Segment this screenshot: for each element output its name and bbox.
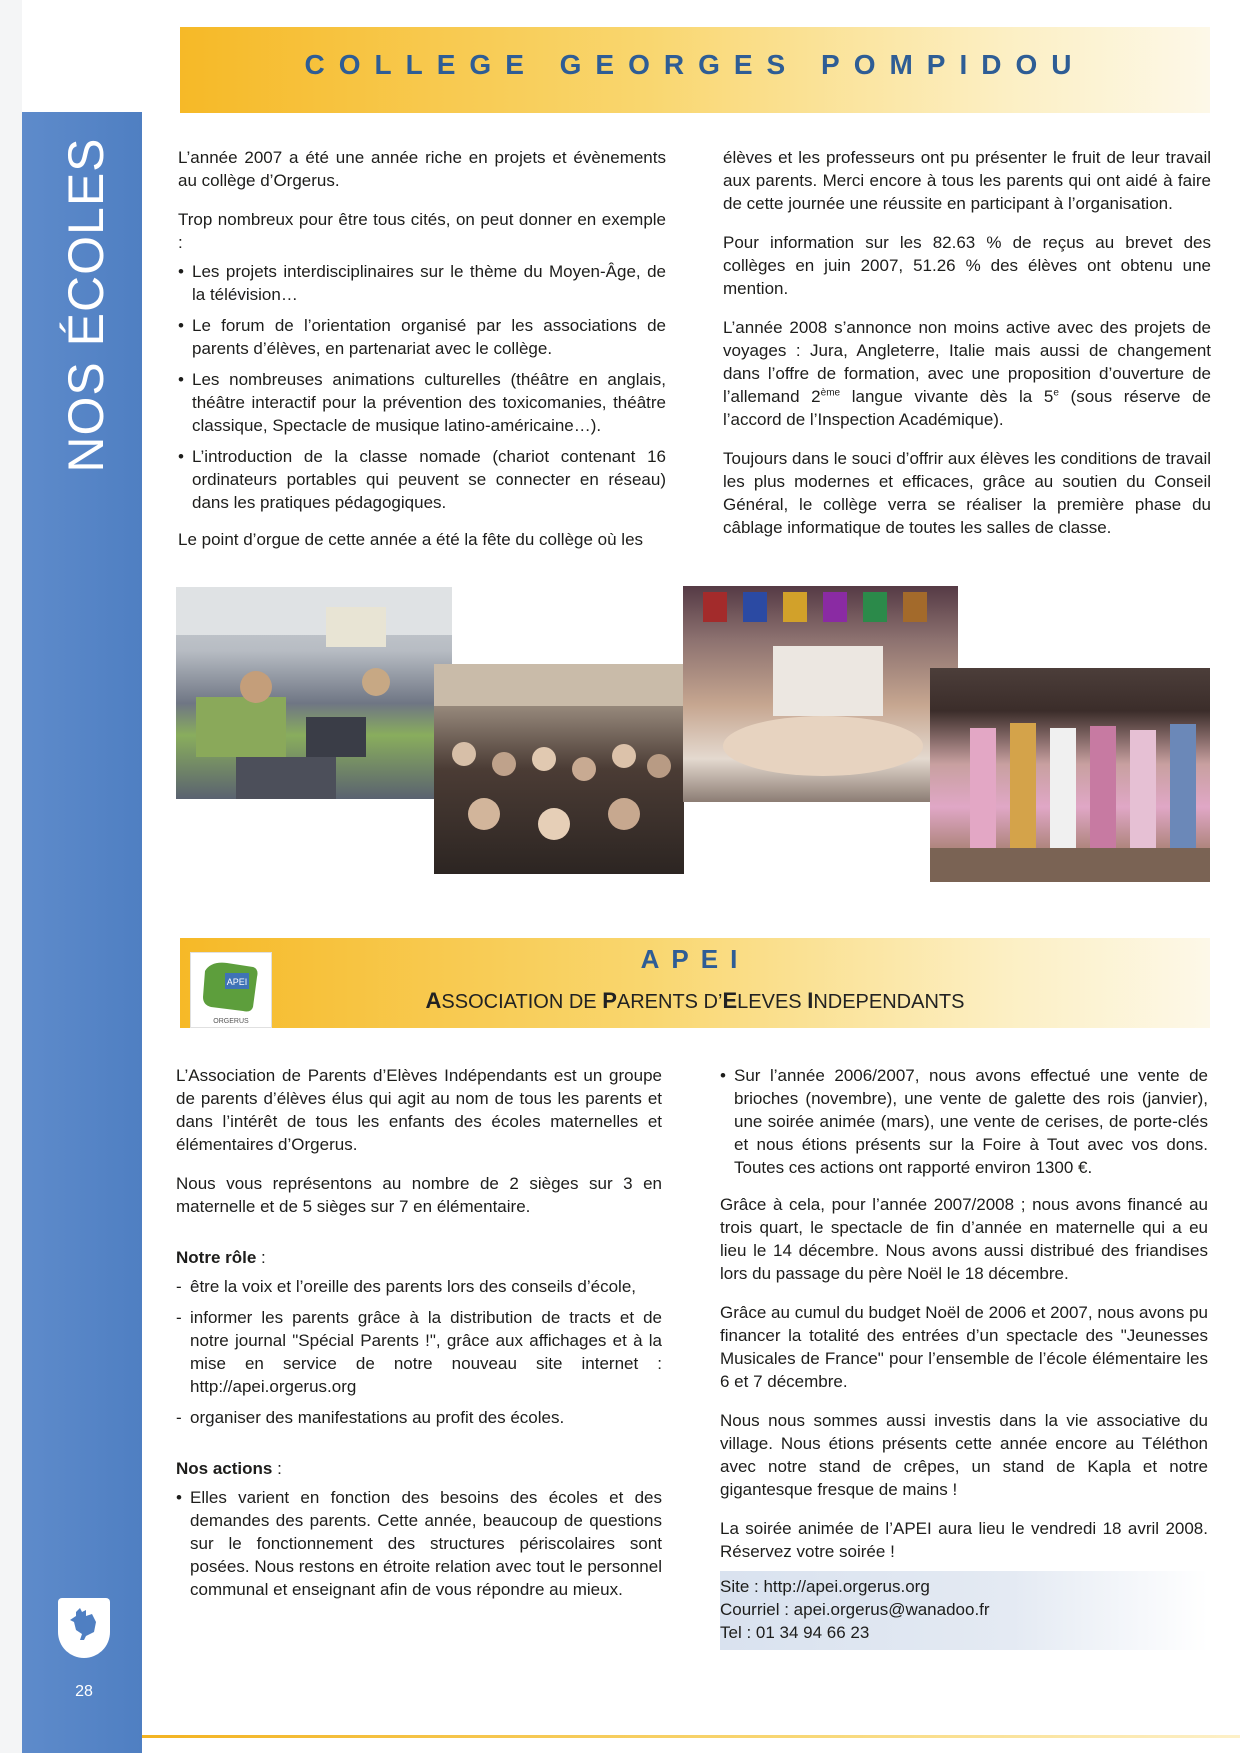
paragraph: La soirée animée de l’APEI aura lieu le vendredi 18 avril 2008. Réservez votre soirée ! bbox=[720, 1519, 1208, 1561]
paragraph: Trop nombreux pour être tous cités, on peut donner en exemple : bbox=[178, 210, 666, 252]
bullet-list bbox=[178, 260, 666, 514]
subtitle-text: LEVES bbox=[737, 991, 808, 1013]
actions-heading bbox=[176, 1457, 662, 1480]
paragraph: Le point d’orgue de cette année a été la fête du collège où les bbox=[178, 530, 644, 549]
list-item: - être la voix et l’oreille des parents lors des conseils d’école, bbox=[176, 1275, 662, 1298]
role-heading bbox=[176, 1246, 662, 1269]
college-left-column bbox=[178, 146, 666, 567]
subtitle-initial: P bbox=[602, 988, 617, 1013]
heading-text: Notre rôle bbox=[176, 1248, 257, 1267]
logo-text: APEI bbox=[226, 977, 248, 987]
paragraph: L’Association de Parents d’Elèves Indépendants est un groupe de parents d’élèves élus qui agit au nom de tous les parents et dans l’intérêt de tous les enfants des écoles maternelles et élémentaires d’Orgerus. bbox=[176, 1066, 662, 1154]
list-item: • Elles varient en fonction des besoins des écoles et des demandes des parents. Cette année, beaucoup de questions sur le fonctionnement des structures périscolaires sont posées. Nous restons en étroite relation avec tout le personnel communal et enseignant afin de vous répondre au mieux. bbox=[176, 1486, 662, 1601]
apei-header-bar bbox=[180, 938, 1210, 1028]
contact-site: Site : http://apei.orgerus.org bbox=[720, 1577, 930, 1596]
sidebar bbox=[22, 0, 142, 1753]
apei-subtitle bbox=[180, 988, 1210, 1014]
paragraph: Nous vous représentons au nombre de 2 sièges sur 3 en maternelle et de 5 sièges sur 7 en élémentaire. bbox=[176, 1174, 662, 1216]
college-title: COLLEGE GEORGES POMPIDOU bbox=[304, 49, 1086, 80]
photo-stage-group bbox=[683, 586, 958, 802]
paragraph bbox=[723, 316, 1211, 431]
list-item: - informer les parents grâce à la distribution de tracts et de notre journal "Spécial Parents !", grâce aux affichages et à la mise en service de notre nouveau site internet : http://apei.orgerus.org bbox=[176, 1306, 662, 1398]
rooster-icon bbox=[58, 1598, 110, 1658]
contact-box bbox=[720, 1571, 1208, 1650]
photo-assembly bbox=[434, 664, 684, 874]
apei-title: APEI bbox=[640, 944, 750, 974]
section-title: NOS ÉCOLES bbox=[58, 137, 114, 473]
photo-classroom bbox=[176, 587, 452, 799]
page-edge bbox=[0, 0, 22, 1753]
paragraph: L’année 2007 a été une année riche en projets et évènements au collège d’Orgerus. bbox=[178, 148, 666, 190]
bottom-rule bbox=[142, 1735, 1240, 1738]
list-item: • Sur l’année 2006/2007, nous avons effectué une vente de brioches (novembre), une vente de galette des rois (janvier), une soirée animée (mars), une vente de cerises, de porte-clés et nous étions présents sur la Foire à Tout avec vos dons. Toutes ces actions ont rapporté environ 1300 €. bbox=[720, 1064, 1208, 1179]
list-item: • Les projets interdisciplinaires sur le thème du Moyen-Âge, de la télévision… bbox=[178, 260, 666, 306]
college-header-bar bbox=[180, 27, 1210, 113]
subtitle-text: ARENTS D’ bbox=[616, 991, 723, 1013]
apei-right-column bbox=[720, 1064, 1208, 1650]
subtitle-initial: A bbox=[425, 988, 442, 1013]
heading-colon: : bbox=[272, 1459, 282, 1478]
paragraph: Toujours dans le souci d’offrir aux élèves les conditions de travail les plus modernes et efficaces, grâce au soutien du Conseil Général, le collège verra se réaliser la première phase du câblage informatique de toutes les salles de classe. bbox=[723, 449, 1211, 537]
subtitle-initial: I bbox=[807, 988, 814, 1013]
heading-colon: : bbox=[256, 1248, 266, 1267]
apei-left-column bbox=[176, 1064, 662, 1615]
paragraph: Grâce au cumul du budget Noël de 2006 et 2007, nous avons pu financer la totalité des entrées d’un spectacle des "Jeunesses Musicales de France" pour l’ensemble de l’école élémentaire les 6 et 7 décembre. bbox=[720, 1303, 1208, 1391]
text-span: langue vivante dès la 5 bbox=[840, 387, 1054, 406]
text-span: (sous réserve de l’accord de l’Inspection Académique). bbox=[723, 387, 1211, 429]
text-span: L’année 2008 s’annonce non moins active avec des projets de voyages : Jura, Angleterre, Italie mais aussi de changement dans l’offre de formation, avec une proposition d’ouverture de l’allemand 2 bbox=[723, 318, 1211, 406]
photo-costumes bbox=[930, 668, 1210, 882]
contact-email: Courriel : apei.orgerus@wanadoo.fr bbox=[720, 1600, 990, 1619]
actions-list bbox=[176, 1486, 662, 1601]
paragraph: élèves et les professeurs ont pu présenter le fruit de leur travail aux parents. Merci encore à tous les parents qui ont aidé à faire de cette journée une réussite en participant à l’organisation. bbox=[723, 148, 1211, 213]
role-list bbox=[176, 1275, 662, 1429]
heading-text: Nos actions bbox=[176, 1459, 273, 1478]
subtitle-text: SSOCIATION DE bbox=[441, 991, 603, 1013]
paragraph: Grâce à cela, pour l’année 2007/2008 ; nous avons financé au trois quart, le spectacle de fin d’année en maternelle qui a eu lieu le 14 décembre. Nous avons aussi distribué des friandises lors du passage du père Noël le 18 décembre. bbox=[720, 1195, 1208, 1283]
contact-phone: Tel : 01 34 94 66 23 bbox=[720, 1623, 870, 1642]
page-number: 28 bbox=[75, 1683, 93, 1700]
bullet-list bbox=[720, 1064, 1208, 1179]
superscript: e bbox=[1053, 387, 1059, 399]
list-item: • Les nombreuses animations culturelles (théâtre en anglais, théâtre interactif pour la prévention des toxicomanies, théâtre classique, Spectacle de musique latino-américaine…). bbox=[178, 368, 666, 437]
list-item: • L’introduction de la classe nomade (chariot contenant 16 ordinateurs portables qui peuvent se connecter en réseau) dans les pratiques pédagogiques. bbox=[178, 445, 666, 514]
logo-caption: ORGERUS bbox=[213, 1018, 249, 1025]
paragraph: Pour information sur les 82.63 % de reçus au brevet des collèges en juin 2007, 51.26 % des élèves ont obtenu une mention. bbox=[723, 233, 1211, 298]
superscript: ème bbox=[820, 387, 841, 399]
list-item: - organiser des manifestations au profit des écoles. bbox=[176, 1406, 662, 1429]
list-item: • Le forum de l’orientation organisé par les associations de parents d’élèves, en partenariat avec le collège. bbox=[178, 314, 666, 360]
sidebar-top-blank bbox=[22, 0, 142, 112]
subtitle-initial: E bbox=[722, 988, 738, 1013]
college-right-column bbox=[723, 146, 1211, 555]
paragraph: Nous nous sommes aussi investis dans la vie associative du village. Nous étions présents cette année encore au Téléthon avec notre stand de crêpes, un stand de Kapla et notre gigantesque fresque de mains ! bbox=[720, 1411, 1208, 1499]
subtitle-text: NDEPENDANTS bbox=[813, 991, 965, 1013]
